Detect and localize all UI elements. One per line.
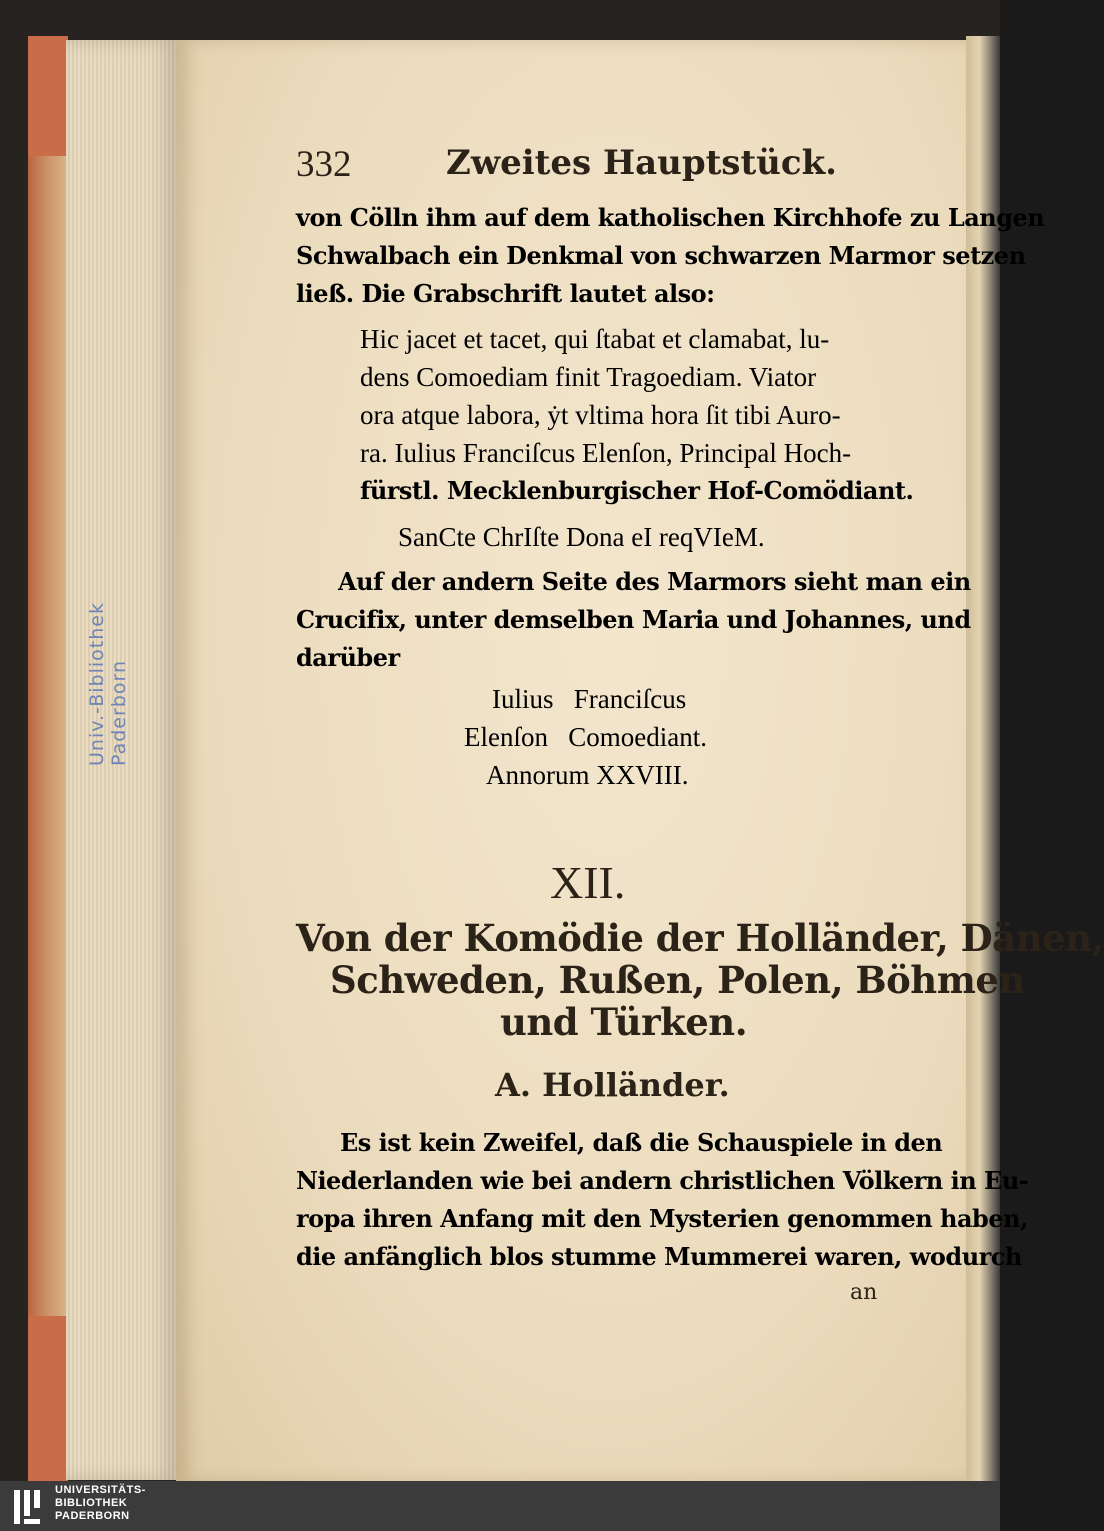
- text-line: von Cölln ihm auf dem katholischen Kirchhofe zu Langen: [296, 203, 1045, 232]
- running-title: Zweites Hauptstück.: [446, 143, 837, 183]
- text-line: darüber: [296, 643, 400, 672]
- inscription-line: Elenſon Comoediant.: [464, 722, 707, 752]
- chapter-title-line: Von der Komödie der Holländer, Dänen,: [296, 916, 1104, 960]
- epitaph-line: ora atque labora, ẏt vltima hora ſit tibi Auro-: [360, 400, 841, 430]
- text-line: die anfänglich blos stumme Mummerei waren, wodurch: [296, 1242, 1022, 1271]
- library-stamp: [86, 596, 146, 766]
- inscription-line: Iulius Franciſcus: [492, 684, 687, 714]
- library-logo-text: [55, 1484, 146, 1523]
- stamp-line: Univ.-Bibliothek: [86, 602, 108, 766]
- chapter-title-line: und Türken.: [500, 1000, 748, 1044]
- logo-text-line: PADERBORN: [55, 1510, 130, 1522]
- epitaph-line: dens Comoediam finit Tragoediam. Viator: [360, 362, 817, 392]
- page-header: [296, 143, 896, 187]
- footer-bar: [0, 1481, 1000, 1531]
- text-line: Niederlanden wie bei andern christlichen Völkern in Eu-: [296, 1166, 1029, 1195]
- catchword: an: [850, 1280, 878, 1305]
- logo-text-line: BIBLIOTHEK: [55, 1497, 128, 1509]
- text-line: Auf der andern Seite des Marmors sieht man ein: [338, 567, 971, 596]
- library-logo-icon: [12, 1488, 48, 1526]
- cover-band: [28, 36, 68, 156]
- cover-band: [28, 1316, 68, 1481]
- page-number: 332: [296, 144, 352, 185]
- stamp-line: Paderborn: [108, 659, 130, 766]
- chapter-title-line: Schweden, Rußen, Polen, Böhmen: [330, 958, 1025, 1002]
- logo-text-line: UNIVERSITÄTS-: [55, 1484, 146, 1496]
- text-line: ließ. Die Grabschrift lautet also:: [296, 279, 715, 308]
- text-line: Crucifix, unter demselben Maria und Johannes, und: [296, 605, 971, 634]
- chapter-number: XII.: [550, 857, 626, 908]
- inscription-line: Annorum XXVIII.: [486, 760, 689, 790]
- epitaph-line: ra. Iulius Franciſcus Elenſon, Principal Hoch-: [360, 438, 852, 468]
- text-line: ropa ihren Anfang mit den Mysterien genommen haben,: [296, 1204, 1028, 1233]
- book-cover: [28, 36, 68, 1481]
- epitaph-line: fürstl. Mecklenburgischer Hof-Comödiant.: [360, 476, 914, 505]
- text-line: Es ist kein Zweifel, daß die Schauspiele in den: [340, 1128, 943, 1157]
- text-line: Schwalbach ein Denkmal von schwarzen Marmor setzen: [296, 241, 1026, 270]
- section-heading: A. Holländer.: [495, 1066, 730, 1104]
- epitaph-line: Hic jacet et tacet, qui ſtabat et clamabat, lu-: [360, 324, 830, 354]
- chronogram: SanCte ChrIſte Dona eI reqVIeM.: [398, 522, 765, 552]
